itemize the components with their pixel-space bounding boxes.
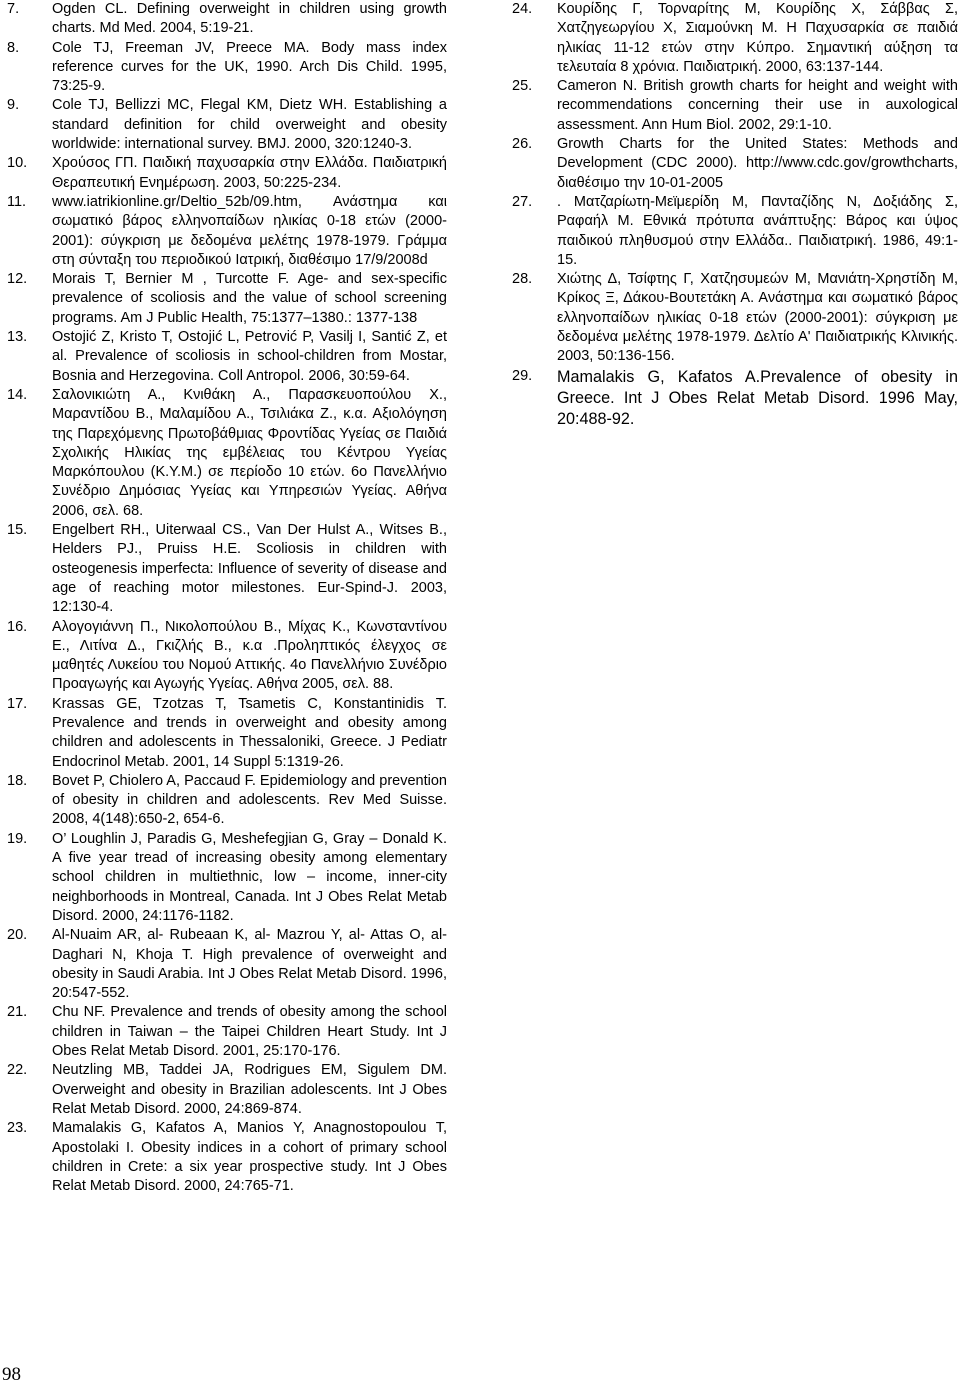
reference-item [512,77,958,135]
reference-text: Cameron N. British growth charts for height and weight with recommendations concerning their use in auxological assessment. Ann Hum Biol. 2002, 29:1-10. [557,78,958,133]
reference-item [512,0,958,77]
reference-number: 9. [7,97,20,114]
left-column [7,0,447,1196]
reference-item [7,1003,447,1061]
reference-item [7,154,447,193]
reference-item [7,521,447,617]
reference-number: 28. [512,271,533,288]
reference-item [7,695,447,772]
reference-text: Morais T, Bernier M , Turcotte F. Age- and sex-specific prevalence of scoliosis and the value of school screening programs. Am J Public Health, 75:1377–1380.: 1377-138 [52,271,447,326]
reference-item [7,0,447,39]
reference-item [512,367,958,430]
reference-item [7,926,447,1003]
reference-number: 24. [512,1,533,17]
reference-text: Krassas GE, Tzotzas T, Tsametis C, Konstantinidis T. Prevalence and trends in overweight and obesity among children and adolescents in Thessaloniki, Greece. J Pediatr Endocrinol Metab. 2001, 14 Suppl 5:1319-26. [52,695,447,770]
reference-text: Αλογογιάννη Π., Νικολοπούλου Β., Μίχας Κ., Κωνσταντίνου Ε., Λιτίνα Δ., Γκιζλής Β., κ.α .Προληπτικός έλεγχος σε μαθητές Λυκείου του Νομού Αττικής. 4ο Πανελλήνιο Συνέδριο Προαγωγής και Αγωγής Υγείας. Αθήνα 2005, σελ. 88. [52,618,447,693]
reference-item [7,618,447,695]
reference-text: Ogden CL. Defining overweight in children using growth charts. Md Med. 2004, 5:19-21. [52,1,447,37]
reference-item [7,1061,447,1119]
reference-item [7,772,447,830]
reference-number: 12. [7,271,28,288]
reference-item [512,193,958,270]
reference-number: 11. [7,193,27,210]
reference-number: 7. [7,1,20,17]
reference-number: 21. [7,1004,28,1021]
right-column [512,0,958,430]
reference-text: Chu NF. Prevalence and trends of obesity among the school children in Taiwan – the Taipei Children Heart Study. Int J Obes Relat Metab Disord. 2001, 25:170-176. [52,1004,447,1060]
reference-number: 27. [512,193,533,210]
reference-number: 17. [7,695,28,712]
reference-number: 10. [7,155,28,172]
reference-text: Neutzling MB, Taddei JA, Rodrigues EM, Sigulem DM. Overweight and obesity in Brazilian adolescents. Int J Obes Relat Metab Disord. 2000, 24:869-874. [52,1062,447,1117]
reference-item [512,270,958,366]
reference-text: . Ματζαρίωτη-Μεϊμερίδη Μ, Πανταζίδης Ν, Δοξιάδης Σ, Ραφαήλ Μ. Εθνικά πρότυπα ανάπτυξης: Βάρος και ύψος παιδικού πληθυσμού στην Ελλάδα.. Παιδιατρική. 1986, 49:1-15. [557,193,958,268]
reference-number: 26. [512,136,533,153]
reference-text: Engelbert RH., Uiterwaal CS., Van Der Hulst A., Witses B., Helders PJ., Pruiss H.E. Scoliosis in children with osteogenesis imperfecta: Influence of severity of disease and age of reaching motor milestones. Eur-Spind-J. 2003, 12:130-4. [52,522,447,616]
page-number: 98 [2,1364,21,1385]
reference-text: Growth Charts for the United States: Methods and Development (CDC 2000). http://www.cdc.gov/growthcharts, διαθέσιμο την 10-01-2005 [557,136,958,191]
reference-number: 19. [7,830,28,847]
reference-item [7,830,447,926]
reference-text: Χιώτης Δ, Τσίφτης Γ, Χατζησυμεών Μ, Μανιάτη-Χρηστίδη Μ, Κρίκος Ξ, Δάκου-Βουτετάκη Α. Ανάστημα και σωματικό βάρος ελληνοπαίδων ηλικίας 0-18 ετών (2000-2001): σύγκριση με δεδομένα μελέτης 1978-1979. Δελτίο Α' Παιδιατρικής Κλινικής. 2003, 50:136-156. [557,271,958,365]
reference-number: 23. [7,1120,28,1137]
reference-text: Bovet P, Chiolero A, Paccaud F. Epidemiology and prevention of obesity in children and adolescents. Rev Med Suisse. 2008, 4(148):650-2, 654-6. [52,772,447,828]
reference-item [7,39,447,97]
reference-number: 14. [7,386,28,403]
reference-text: Κουρίδης Γ, Τορναρίτης Μ, Κουρίδης Χ, Σάββας Σ, Χατζηγεωργίου Χ, Σιαμούνκη Μ. Η Παχυσαρκία σε παιδιά ηλικίας 11-12 ετών στην Κύπρο. Σημαντική αύξηση τα τελευταία 8 χρόνια. Παιδιατρική. 2000, 63:137-144. [557,1,958,75]
reference-item [7,1119,447,1196]
reference-item [7,270,447,328]
reference-number: 29. [512,367,533,384]
reference-text: Σαλονικιώτη Α., Κνιθάκη Α., Παρασκευοπούλου Χ., Μαραντίδου Β., Μαλαμίδου Α., Τσιλιάκα Ζ., κ.α. Αξιολόγηση της Παρεχόμενης Πρωτοβάθμιας Φροντίδας Υγείας σε Παιδιά Σχολικής Ηλικίας της εμβέλειας του Κέντρου Υγείας Μαρκόπουλου (Κ.Υ.Μ.) σε περίοδο 10 ετών. 6ο Πανελλήνιο Συνέδριο Δημόσιας Υγείας και Υπηρεσιών Υγείας. Αθήνα 2006, σελ. 68. [52,386,447,519]
reference-number: 20. [7,927,28,944]
reference-text: Al-Nuaim AR, al- Rubeaan K, al- Mazrou Y, al- Attas O, al- Daghari N, Khoja T. High prevalence of overweight and obesity in Saudi Arabia. Int J Obes Relat Metab Disord. 1996, 20:547-552. [52,927,447,1002]
reference-number: 8. [7,39,20,56]
reference-number: 22. [7,1062,28,1079]
reference-number: 16. [7,618,28,635]
reference-item [7,96,447,154]
reference-text: Ostojić Z, Kristo T, Ostojić L, Petrović P, Vasilj I, Santić Z, et al. Prevalence of scoliosis in school-children from Mostar, Bosnia and Herzegovina. Coll Antropol. 2006, 30:59-64. [52,329,447,384]
reference-number: 25. [512,78,533,95]
reference-number: 18. [7,772,28,789]
reference-text: Χρούσος ΓΠ. Παιδική παχυσαρκία στην Ελλάδα. Παιδιατρική Θεραπευτική Ενημέρωση. 2003, 50:225-234. [52,155,447,191]
reference-number: 13. [7,329,28,346]
reference-item [7,328,447,386]
reference-text: O’ Loughlin J, Paradis G, Meshefegjian G, Gray – Donald K. A five year tread of increasing obesity among elementary school children in multiethnic, low – income, inner-city neighborhoods in Montreal, Canada. Int J Obes Relat Metab Disord. 2000, 24:1176-1182. [52,830,447,924]
reference-item [512,135,958,193]
reference-text: Mamalakis G, Kafatos A.Prevalence of obesity in Greece. Int J Obes Relat Metab Disord. 1996 May, 20:488-92. [557,367,958,428]
reference-number: 15. [7,522,28,539]
reference-text: Mamalakis G, Kafatos A, Manios Y, Anagnostopoulou T, Apostolaki I. Obesity indices in a cohort of primary school children in Crete: a six year prospective study. Int J Obes Relat Metab Disord. 2000, 24:765-71. [52,1120,447,1195]
reference-text: Cole TJ, Freeman JV, Preece MA. Body mass index reference curves for the UK, 1990. Arch Dis Child. 1995, 73:25-9. [52,39,447,95]
reference-text: www.iatrikionline.gr/Deltio_52b/09.htm, Ανάστημα και σωματικό βάρος ελληνοπαίδων ηλικίας 0-18 ετών (2000-2001): σύγκριση με δεδομένα μελέτης 1978-1979. Γράμμα στη σύνταξη του περιοδικού Ιατρική, διαθέσιμο 17/9/2008d [52,193,447,268]
reference-text: Cole TJ, Bellizzi MC, Flegal KM, Dietz WH. Establishing a standard definition for child overweight and obesity worldwide: international survey. BMJ. 2000, 320:1240-3. [52,97,447,153]
reference-item [7,193,447,270]
reference-item [7,386,447,521]
